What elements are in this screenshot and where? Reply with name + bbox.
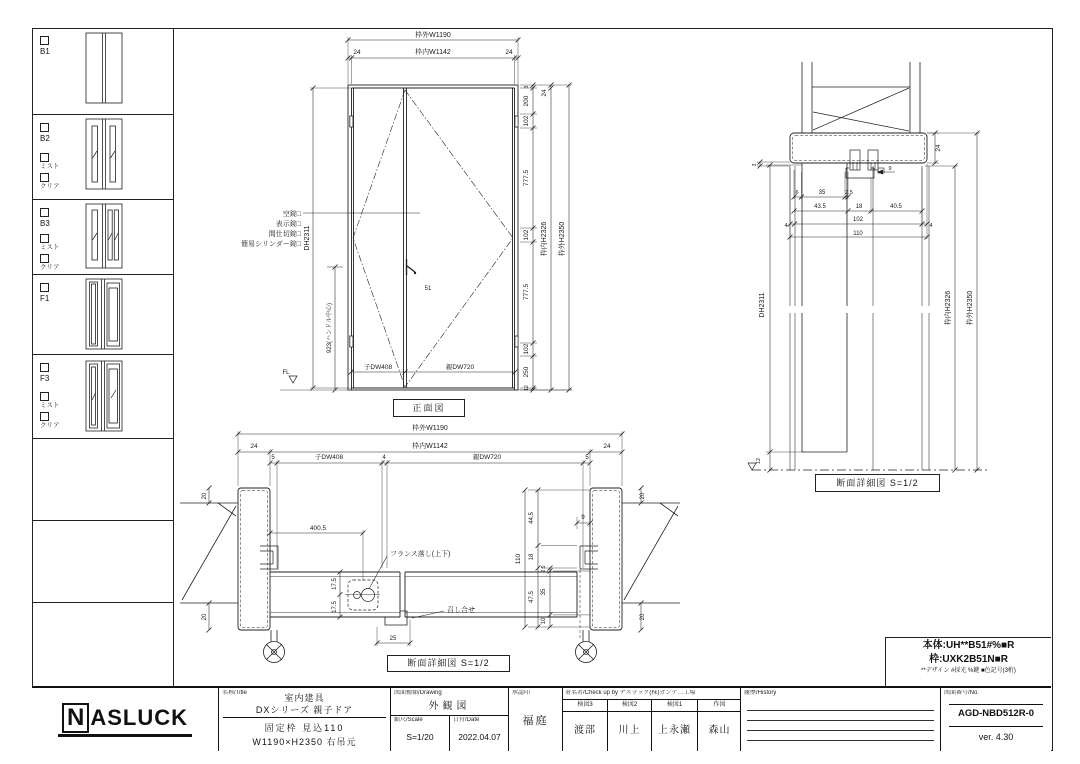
history-line [747, 740, 934, 741]
plan-dim-ticks [207, 432, 644, 646]
scale-value: S=1/20 [406, 732, 434, 742]
dim-110-head: 110 [853, 231, 863, 237]
front-door-frame [348, 85, 518, 390]
door-type-code: B2 [40, 134, 50, 143]
product-name-line2: DXシリーズ 親子ドア [255, 705, 354, 715]
product-name-line1: 室内建具 [284, 693, 325, 703]
dim-24-right: 24 [505, 49, 513, 56]
front-view-drawing [280, 37, 572, 393]
fl-symbol-section [748, 463, 756, 470]
product-code-block [885, 637, 1051, 686]
dim-51: 51 [424, 286, 432, 292]
checkbox-b1[interactable] [40, 36, 49, 45]
plan-section-label: 断面詳細図 S=1/2 [387, 655, 510, 672]
checker-role: 作図 [698, 699, 741, 712]
dim-777-upper: 777.5 [523, 169, 530, 187]
checker-name: 上永瀬 [658, 725, 691, 736]
front-dim-lines [303, 40, 569, 390]
checker-role: 検図3 [563, 699, 607, 712]
checker-role: 検図2 [608, 699, 651, 712]
glass-option-label: ミスト [40, 244, 60, 251]
dim-35-head: 35 [818, 190, 826, 196]
checker-column [697, 699, 741, 751]
frame-product-code: 枠:UXK2B51N■R [929, 654, 1008, 665]
dim-3-head: 3 [752, 163, 758, 167]
date-value: 2022.04.07 [458, 732, 501, 742]
fl-marker-front: FL [282, 370, 290, 376]
vertical-section-drawing [748, 62, 990, 473]
check-cell [562, 688, 740, 751]
empty-row [32, 521, 173, 603]
dim-18-head: 18 [855, 204, 863, 210]
dim-20-bl: 20 [202, 613, 208, 621]
title-separator [223, 717, 386, 718]
dim-9-plan: 9 [581, 515, 585, 521]
dim-400-5: 400.5 [309, 525, 327, 532]
dim-gap-3: 3 [524, 85, 530, 89]
dim-door-height-section: DH2311 [759, 292, 766, 318]
dim-frame-inner-width: 枠内W1142 [415, 49, 451, 56]
door-type-row-f3 [32, 355, 173, 439]
history-header: 履歴/History [744, 690, 777, 696]
lock-option-1: 空錠□ [282, 211, 301, 218]
fl-symbol-front [289, 376, 297, 383]
lock-option-2: 表示錠□ [275, 221, 301, 228]
note-french-bolt: フランス落し(上下) [390, 551, 451, 558]
checker-column [607, 699, 651, 751]
dim-plan-5-left: 5 [271, 455, 275, 461]
dim-child-door-width: 子DW408 [363, 364, 393, 371]
dim-outer-height-section: 枠外H2350 [967, 290, 974, 326]
drawing-type-value: 外観図 [428, 701, 471, 712]
dim-200: 200 [523, 95, 530, 107]
note-meeting-stile: 召し合せ [447, 607, 475, 614]
drawing-type-cell [390, 688, 508, 751]
dim-24-top: 24 [541, 89, 548, 97]
dim-20-tl: 20 [202, 492, 208, 500]
checker-column [651, 699, 697, 751]
dim-47-5: 47.5 [529, 591, 535, 603]
history-line [747, 720, 934, 721]
lock-option-3: 間仕切錠□ [268, 231, 301, 238]
dim-777-lower: 777.5 [523, 283, 530, 301]
dim-plan-child: 子DW408 [314, 454, 344, 461]
approval-header: 承認印 [512, 690, 531, 696]
checker-name: 渡部 [574, 725, 596, 736]
dimension-labels [202, 30, 974, 642]
drawing-type-header: 図面種類/Drawing [394, 690, 442, 696]
door-type-code: F3 [40, 374, 50, 383]
drawing-number-cell [940, 688, 1051, 751]
dim-102-a: 102 [523, 115, 530, 127]
plan-section-drawing [180, 431, 680, 663]
dim-4-left: 4 [784, 223, 788, 229]
hinge-marks [350, 116, 518, 347]
dim-25: 25 [389, 636, 397, 642]
dim-40-5: 40.5 [890, 204, 902, 210]
checkbox-b2[interactable] [40, 123, 49, 132]
logo-n-mark: N [62, 703, 89, 733]
plan-dim-lines [209, 434, 641, 643]
dim-6-head: 6 [795, 190, 799, 196]
checkbox-f3-clear[interactable] [40, 412, 49, 421]
dim-102-c: 102 [523, 343, 530, 355]
swing-diamond [353, 90, 513, 387]
glass-option-label: クリア [40, 264, 60, 271]
dim-plan-5-right: 5 [585, 455, 589, 461]
checkbox-f3[interactable] [40, 363, 49, 372]
title-header: 名称/Title [222, 690, 247, 696]
logo-cell [32, 688, 218, 751]
dim-frame-outer-height: 枠外H2350 [559, 221, 566, 257]
number-separator-bottom [949, 726, 1043, 727]
dim-12-front: 12 [524, 385, 530, 391]
dim-inner-height-section: 枠内H2326 [945, 290, 952, 326]
dim-12-section: 12 [756, 457, 762, 465]
checker-name: 森山 [708, 725, 731, 736]
door-handle [407, 259, 417, 275]
dim-18-plan: 18 [529, 553, 535, 561]
checkbox-f3-mist[interactable] [40, 392, 49, 401]
dim-102-head: 102 [852, 217, 864, 223]
checkbox-b2-clear[interactable] [40, 173, 49, 182]
glass-option-label: クリア [40, 422, 60, 429]
history-cell [740, 688, 940, 751]
title-block [32, 686, 1051, 751]
plan-door-panels [270, 570, 580, 640]
scale-cell [391, 715, 450, 751]
section-studs-lintel [802, 62, 920, 133]
dim-10-plan: 10 [541, 617, 547, 625]
dim-20-tr: 20 [640, 492, 646, 500]
section-break-gap [783, 306, 938, 313]
drawing-number: AGD-NBD512R-0 [957, 708, 1034, 719]
empty-row [32, 439, 173, 521]
dim-43-5: 43.5 [814, 204, 826, 210]
product-code-legend: **デザイン #採光 %鍵 ■色記号(3桁) [921, 668, 1016, 674]
drawing-number-header: 図面番号/No. [944, 690, 980, 696]
dim-9-head: 9 [888, 166, 892, 172]
spec-line1: 固定枠 見込110 [264, 723, 345, 733]
lock-option-4: 簡易シリンダー錠□ [241, 241, 301, 248]
door-type-row-b1 [32, 28, 173, 115]
checkbox-b3-mist[interactable] [40, 234, 49, 243]
french-bolt-detail [345, 580, 380, 610]
dim-frame-outer-width: 枠外W1190 [415, 32, 451, 39]
checker-column [563, 699, 607, 751]
dim-20-br: 20 [640, 613, 646, 621]
dim-17-5-lower: 17.5 [332, 601, 338, 613]
dim-110-plan: 110 [515, 553, 522, 565]
front-view-label: 正面図 [393, 399, 465, 417]
glass-option-label: クリア [40, 183, 60, 190]
door-type-sidebar [32, 28, 174, 686]
dim-4-right: 4 [929, 223, 933, 229]
plan-leaders [369, 556, 444, 618]
dim-44-5: 44.5 [529, 512, 535, 524]
plan-frame-profiles [238, 488, 622, 630]
checker-name: 川上 [618, 725, 641, 736]
dim-frame-inner-height: 枠内H2326 [541, 221, 548, 257]
nasluck-logo [58, 703, 192, 737]
checkbox-f1[interactable] [40, 283, 49, 292]
dim-250: 250 [523, 366, 530, 378]
empty-row [32, 603, 173, 686]
dim-plan-frame-inner: 枠内W1142 [412, 443, 448, 450]
title-cell [218, 688, 390, 751]
door-type-row-f1 [32, 275, 173, 355]
door-type-code: F1 [40, 294, 50, 303]
dim-plan-24-left: 24 [250, 443, 258, 450]
dim-plan-4: 4 [382, 455, 386, 461]
dim-2-5-head: 2.5 [845, 190, 853, 196]
checkbox-b3[interactable] [40, 208, 49, 217]
dim-17-5-upper: 17.5 [332, 578, 338, 590]
vertical-section-label: 断面詳細図 S=1/2 [815, 474, 940, 492]
number-separator-top [949, 704, 1043, 705]
dim-plan-frame-outer: 枠外W1190 [412, 425, 448, 432]
approval-cell [508, 688, 562, 751]
history-line [747, 710, 934, 711]
check-header: 署名者/Check up by ナスラック(株)ガンテ二工場 [565, 690, 696, 696]
dim-parent-door-width: 親DW720 [445, 364, 475, 371]
door-type-code: B3 [40, 219, 50, 228]
date-cell [450, 715, 509, 751]
door-type-row-b3 [32, 200, 173, 275]
door-type-row-b2 [32, 115, 173, 200]
checkbox-b3-clear[interactable] [40, 254, 49, 263]
logo-wordmark: ASLUCK [90, 704, 189, 730]
section-head-frame [790, 133, 927, 178]
approval-name: 福庭 [522, 715, 549, 727]
dim-2-5-plan: 2.5 [541, 565, 547, 573]
body-product-code: 本体:UH**B51#%■R [922, 640, 1015, 651]
dim-102-b: 102 [523, 229, 530, 241]
dim-35-plan: 35 [541, 588, 547, 596]
dim-24-left: 24 [353, 49, 361, 56]
dim-door-height: DH2311 [304, 225, 311, 251]
history-line [747, 730, 934, 731]
spec-line2: W1190×H2350 右吊元 [252, 737, 357, 747]
dim-handle-height: 923(ハンドル中心) [327, 302, 333, 354]
dim-24-head: 24 [935, 144, 942, 152]
door-type-code: B1 [40, 47, 50, 56]
glass-option-label: ミスト [40, 163, 60, 170]
checkbox-b2-mist[interactable] [40, 153, 49, 162]
glass-option-label: ミスト [40, 402, 60, 409]
version: ver. 4.30 [978, 732, 1014, 742]
checker-role: 検図1 [652, 699, 697, 712]
scale-header: 縮尺/Scale [394, 717, 423, 723]
front-ext-lines [280, 37, 572, 390]
dim-plan-24-right: 24 [603, 443, 611, 450]
dim-plan-parent: 親DW720 [472, 454, 502, 461]
date-header: 日付/Date [453, 717, 480, 723]
